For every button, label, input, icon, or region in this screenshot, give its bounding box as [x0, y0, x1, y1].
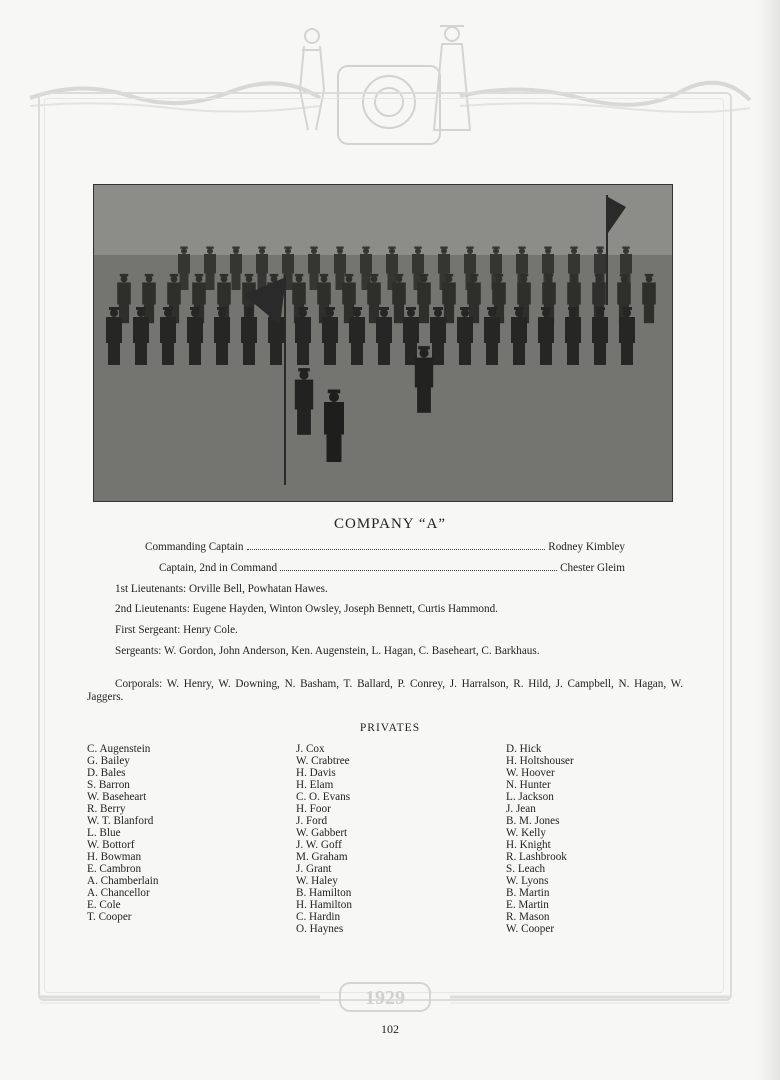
private-name: W. Kelly	[506, 827, 546, 839]
private-name: J. Grant	[296, 863, 332, 875]
officer-role: Commanding Captain	[145, 541, 244, 553]
page-number: 102	[381, 1022, 399, 1036]
private-name: T. Cooper	[87, 911, 132, 923]
private-name: O. Haynes	[296, 923, 344, 935]
private-name: G. Bailey	[87, 755, 130, 767]
private-name: B. Martin	[506, 887, 550, 899]
company-photo	[93, 184, 673, 502]
privates-column-3	[506, 743, 574, 935]
leader-dots	[280, 562, 557, 571]
private-name: H. Elam	[296, 779, 334, 791]
private-name: J. W. Goff	[296, 839, 342, 851]
officer-role: Captain, 2nd in Command	[159, 562, 278, 574]
private-name: H. Bowman	[87, 851, 142, 863]
sergeants-list: Sergeants: W. Gordon, John Anderson, Ken. Augenstein, L. Hagan, C. Baseheart, C. Barkhaus.	[115, 645, 540, 657]
private-name: W. Baseheart	[87, 791, 147, 803]
private-name: W. Hoover	[506, 767, 555, 779]
private-name: W. Crabtree	[296, 755, 350, 767]
private-name: W. Gabbert	[296, 827, 348, 839]
first-sergeant: First Sergeant: Henry Cole.	[115, 624, 238, 636]
private-name: C. Hardin	[296, 911, 341, 923]
private-name: A. Chamberlain	[87, 875, 159, 887]
private-name: E. Cole	[87, 899, 121, 911]
private-name: S. Barron	[87, 779, 130, 791]
private-name: J. Jean	[506, 803, 536, 815]
private-name: W. Lyons	[506, 875, 549, 887]
leader-dots	[247, 541, 546, 550]
commanding-captain-line	[145, 541, 625, 553]
private-name: W. T. Blanford	[87, 815, 154, 827]
private-name: L. Blue	[87, 827, 121, 839]
private-name: B. M. Jones	[506, 815, 560, 827]
private-name: C. Augenstein	[87, 743, 151, 755]
private-name: H. Knight	[506, 839, 551, 851]
private-name: D. Bales	[87, 767, 126, 779]
private-name: E. Cambron	[87, 863, 142, 875]
private-name: H. Davis	[296, 767, 336, 779]
page-edge-shadow	[758, 0, 780, 1080]
footer-ornament	[40, 975, 730, 1015]
private-name: R. Mason	[506, 911, 550, 923]
private-name: M. Graham	[296, 851, 348, 863]
page-title: COMPANY “A”	[334, 516, 446, 532]
private-name: L. Jackson	[506, 791, 554, 803]
private-name: H. Foor	[296, 803, 331, 815]
private-name: C. O. Evans	[296, 791, 351, 803]
private-name: A. Chancellor	[87, 887, 150, 899]
officer-name: Rodney Kimbley	[548, 541, 625, 553]
private-name: S. Leach	[506, 863, 546, 875]
private-name: H. Holtshouser	[506, 755, 574, 767]
private-name: R. Berry	[87, 803, 126, 815]
private-name: H. Hamilton	[296, 899, 352, 911]
private-name: J. Ford	[296, 815, 328, 827]
corporals-list: Corporals: W. Henry, W. Downing, N. Basham, T. Ballard, P. Conrey, J. Harralson, R. Hild, J. Campbell, N. Hagan, W. Jaggers.	[87, 678, 683, 703]
officer-name: Chester Gleim	[560, 562, 625, 574]
private-name: D. Hick	[506, 743, 542, 755]
privates-column-2	[296, 743, 352, 935]
second-lieutenants: 2nd Lieutenants: Eugene Hayden, Winton Owsley, Joseph Bennett, Curtis Hammond.	[115, 603, 498, 615]
private-name: W. Cooper	[506, 923, 555, 935]
first-lieutenants: 1st Lieutenants: Orville Bell, Powhatan Hawes.	[115, 583, 328, 595]
private-name: W. Haley	[296, 875, 338, 887]
privates-heading: PRIVATES	[359, 722, 421, 734]
private-name: E. Martin	[506, 899, 549, 911]
year-badge: 1929	[365, 987, 405, 1009]
private-name: J. Cox	[296, 743, 325, 755]
private-name: W. Bottorf	[87, 839, 135, 851]
privates-column-1	[87, 743, 158, 923]
private-name: R. Lashbrook	[506, 851, 567, 863]
private-name: B. Hamilton	[296, 887, 352, 899]
second-in-command-line	[159, 562, 625, 574]
private-name: N. Hunter	[506, 779, 551, 791]
